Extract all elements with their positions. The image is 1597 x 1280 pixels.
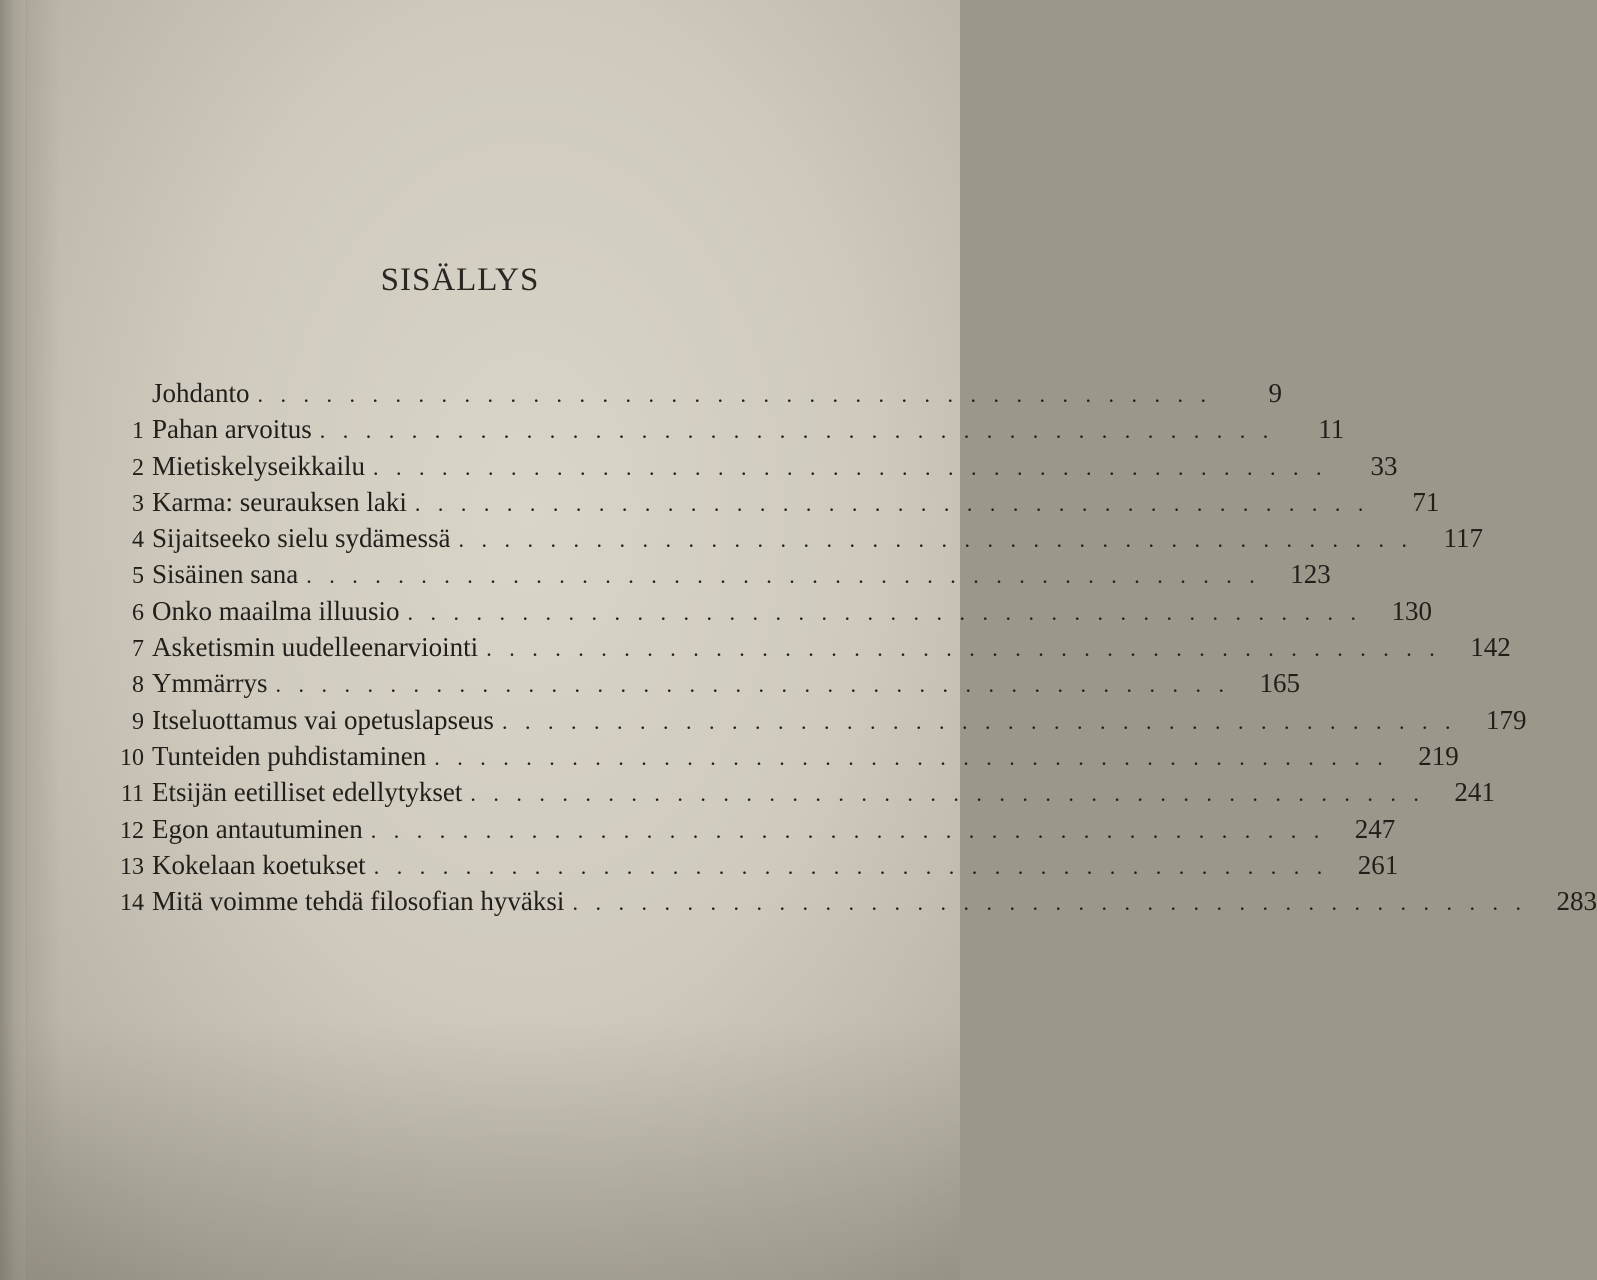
chapter-number: 6 — [132, 599, 144, 626]
toc-entry — [108, 559, 1331, 595]
dot-leader: . . . . . . . . . . . . . . . . . . . . . . . . . . . . . . . . . . . . . . . . . . — [372, 454, 1328, 480]
page-title: SISÄLLYS — [380, 262, 540, 298]
chapter-title: Tunteiden puhdistaminen — [152, 740, 427, 771]
toc-entry — [108, 378, 1282, 414]
chapter-title: Mitä voimme tehdä filosofian hyväksi — [152, 886, 565, 917]
chapter-title: Itseluottamus vai opetuslapseus — [152, 704, 494, 735]
chapter-number: 12 — [120, 817, 144, 844]
toc-entry — [108, 595, 1432, 632]
page-number: 219 — [1418, 740, 1459, 771]
toc-entry — [108, 777, 1495, 813]
dot-leader: . . . . . . . . . . . . . . . . . . . . . . . . . . . . . . . . . . . . . . . . . . — [486, 636, 1441, 662]
toc-entry — [108, 450, 1398, 487]
chapter-number: 1 — [132, 418, 144, 445]
dot-leader: . . . . . . . . . . . . . . . . . . . . . . . . . . . . . . . . . . . . . . . . . . — [407, 599, 1362, 625]
page-number: 33 — [1370, 450, 1398, 481]
page-number: 11 — [1318, 414, 1345, 445]
page-number: 117 — [1443, 523, 1483, 554]
table-of-contents — [108, 378, 1597, 922]
chapter-number: 8 — [132, 672, 144, 699]
page-number: 241 — [1454, 777, 1495, 808]
chapter-number: 4 — [132, 527, 144, 554]
chapter-number: 2 — [132, 454, 144, 481]
toc-entry — [108, 813, 1396, 850]
chapter-title: Etsijän eetilliset edellytykset — [152, 777, 463, 808]
dot-leader: . . . . . . . . . . . . . . . . . . . . . . . . . . . . . . . . . . . . . . . . . . — [370, 817, 1326, 843]
dot-leader: . . . . . . . . . . . . . . . . . . . . . . . . . . . . . . . . . . . . . . . . . . — [373, 853, 1329, 879]
page-number: 130 — [1391, 595, 1432, 626]
toc-entry — [108, 740, 1459, 777]
toc-entry — [108, 704, 1527, 741]
chapter-number: 5 — [132, 563, 144, 590]
toc-entry — [108, 632, 1511, 668]
dot-leader: . . . . . . . . . . . . . . . . . . . . . . . . . . . . . . . . . . . . . . . . . . — [434, 744, 1389, 770]
dot-leader: . . . . . . . . . . . . . . . . . . . . . . . . . . . . . . . . . . . . . . . . . . — [501, 708, 1457, 734]
toc-entry — [108, 486, 1440, 523]
chapter-title: Ymmärrys — [152, 668, 268, 699]
toc-entry — [108, 849, 1399, 886]
chapter-title: Sijaitseeko sielu sydämessä — [152, 523, 451, 554]
page-number: 179 — [1485, 704, 1527, 735]
chapter-title: Sisäinen sana — [152, 559, 299, 590]
bottom-shadow — [0, 1020, 960, 1280]
chapter-title: Pahan arvoitus — [152, 414, 312, 445]
chapter-number: 10 — [120, 744, 144, 771]
toc-entry — [108, 668, 1300, 704]
chapter-title: Egon antautuminen — [152, 813, 363, 844]
chapter-title: Johdanto — [152, 378, 250, 408]
page-number: 142 — [1470, 632, 1511, 663]
dot-leader: . . . . . . . . . . . . . . . . . . . . . . . . . . . . . . . . . . . . . . . . . . — [319, 418, 1275, 444]
chapter-number: 9 — [132, 708, 144, 735]
chapter-title: Mietiskelyseikkailu — [152, 450, 365, 481]
chapter-title: Kokelaan koetukset — [152, 849, 366, 880]
page-number: 247 — [1354, 813, 1396, 844]
chapter-title: Asketismin uudelleenarviointi — [152, 632, 479, 663]
dot-leader: . . . . . . . . . . . . . . . . . . . . . . . . . . . . . . . . . . . . . . . . . . — [458, 527, 1413, 553]
chapter-number: 11 — [120, 781, 144, 808]
dot-leader: . . . . . . . . . . . . . . . . . . . . . . . . . . . . . . . . . . . . . . . . . . — [275, 672, 1230, 698]
page-number: 9 — [1268, 378, 1282, 408]
dot-leader: . . . . . . . . . . . . . . . . . . . . . . . . . . . . . . . . . . . . . . . . . . — [257, 382, 1212, 407]
page-number: 283 — [1556, 886, 1597, 917]
dot-leader: . . . . . . . . . . . . . . . . . . . . . . . . . . . . . . . . . . . . . . . . . . — [470, 781, 1425, 807]
chapter-number: 3 — [132, 490, 144, 517]
chapter-number: 14 — [120, 890, 144, 917]
dot-leader: . . . . . . . . . . . . . . . . . . . . . . . . . . . . . . . . . . . . . . . . . . — [572, 890, 1527, 916]
page-number: 123 — [1290, 559, 1331, 590]
dot-leader: . . . . . . . . . . . . . . . . . . . . . . . . . . . . . . . . . . . . . . . . . . — [414, 490, 1370, 516]
chapter-number: 13 — [120, 853, 144, 880]
page-number: 261 — [1357, 849, 1399, 880]
chapter-title: Karma: seurauksen laki — [152, 486, 407, 517]
toc-entry — [108, 523, 1483, 559]
dot-leader: . . . . . . . . . . . . . . . . . . . . . . . . . . . . . . . . . . . . . . . . . . — [306, 563, 1261, 589]
page-number: 165 — [1259, 668, 1300, 699]
chapter-title: Onko maailma illuusio — [152, 595, 400, 626]
toc-entry — [108, 886, 1597, 922]
chapter-number: 7 — [132, 636, 144, 663]
page-number: 71 — [1412, 486, 1440, 517]
toc-entry — [108, 414, 1345, 450]
